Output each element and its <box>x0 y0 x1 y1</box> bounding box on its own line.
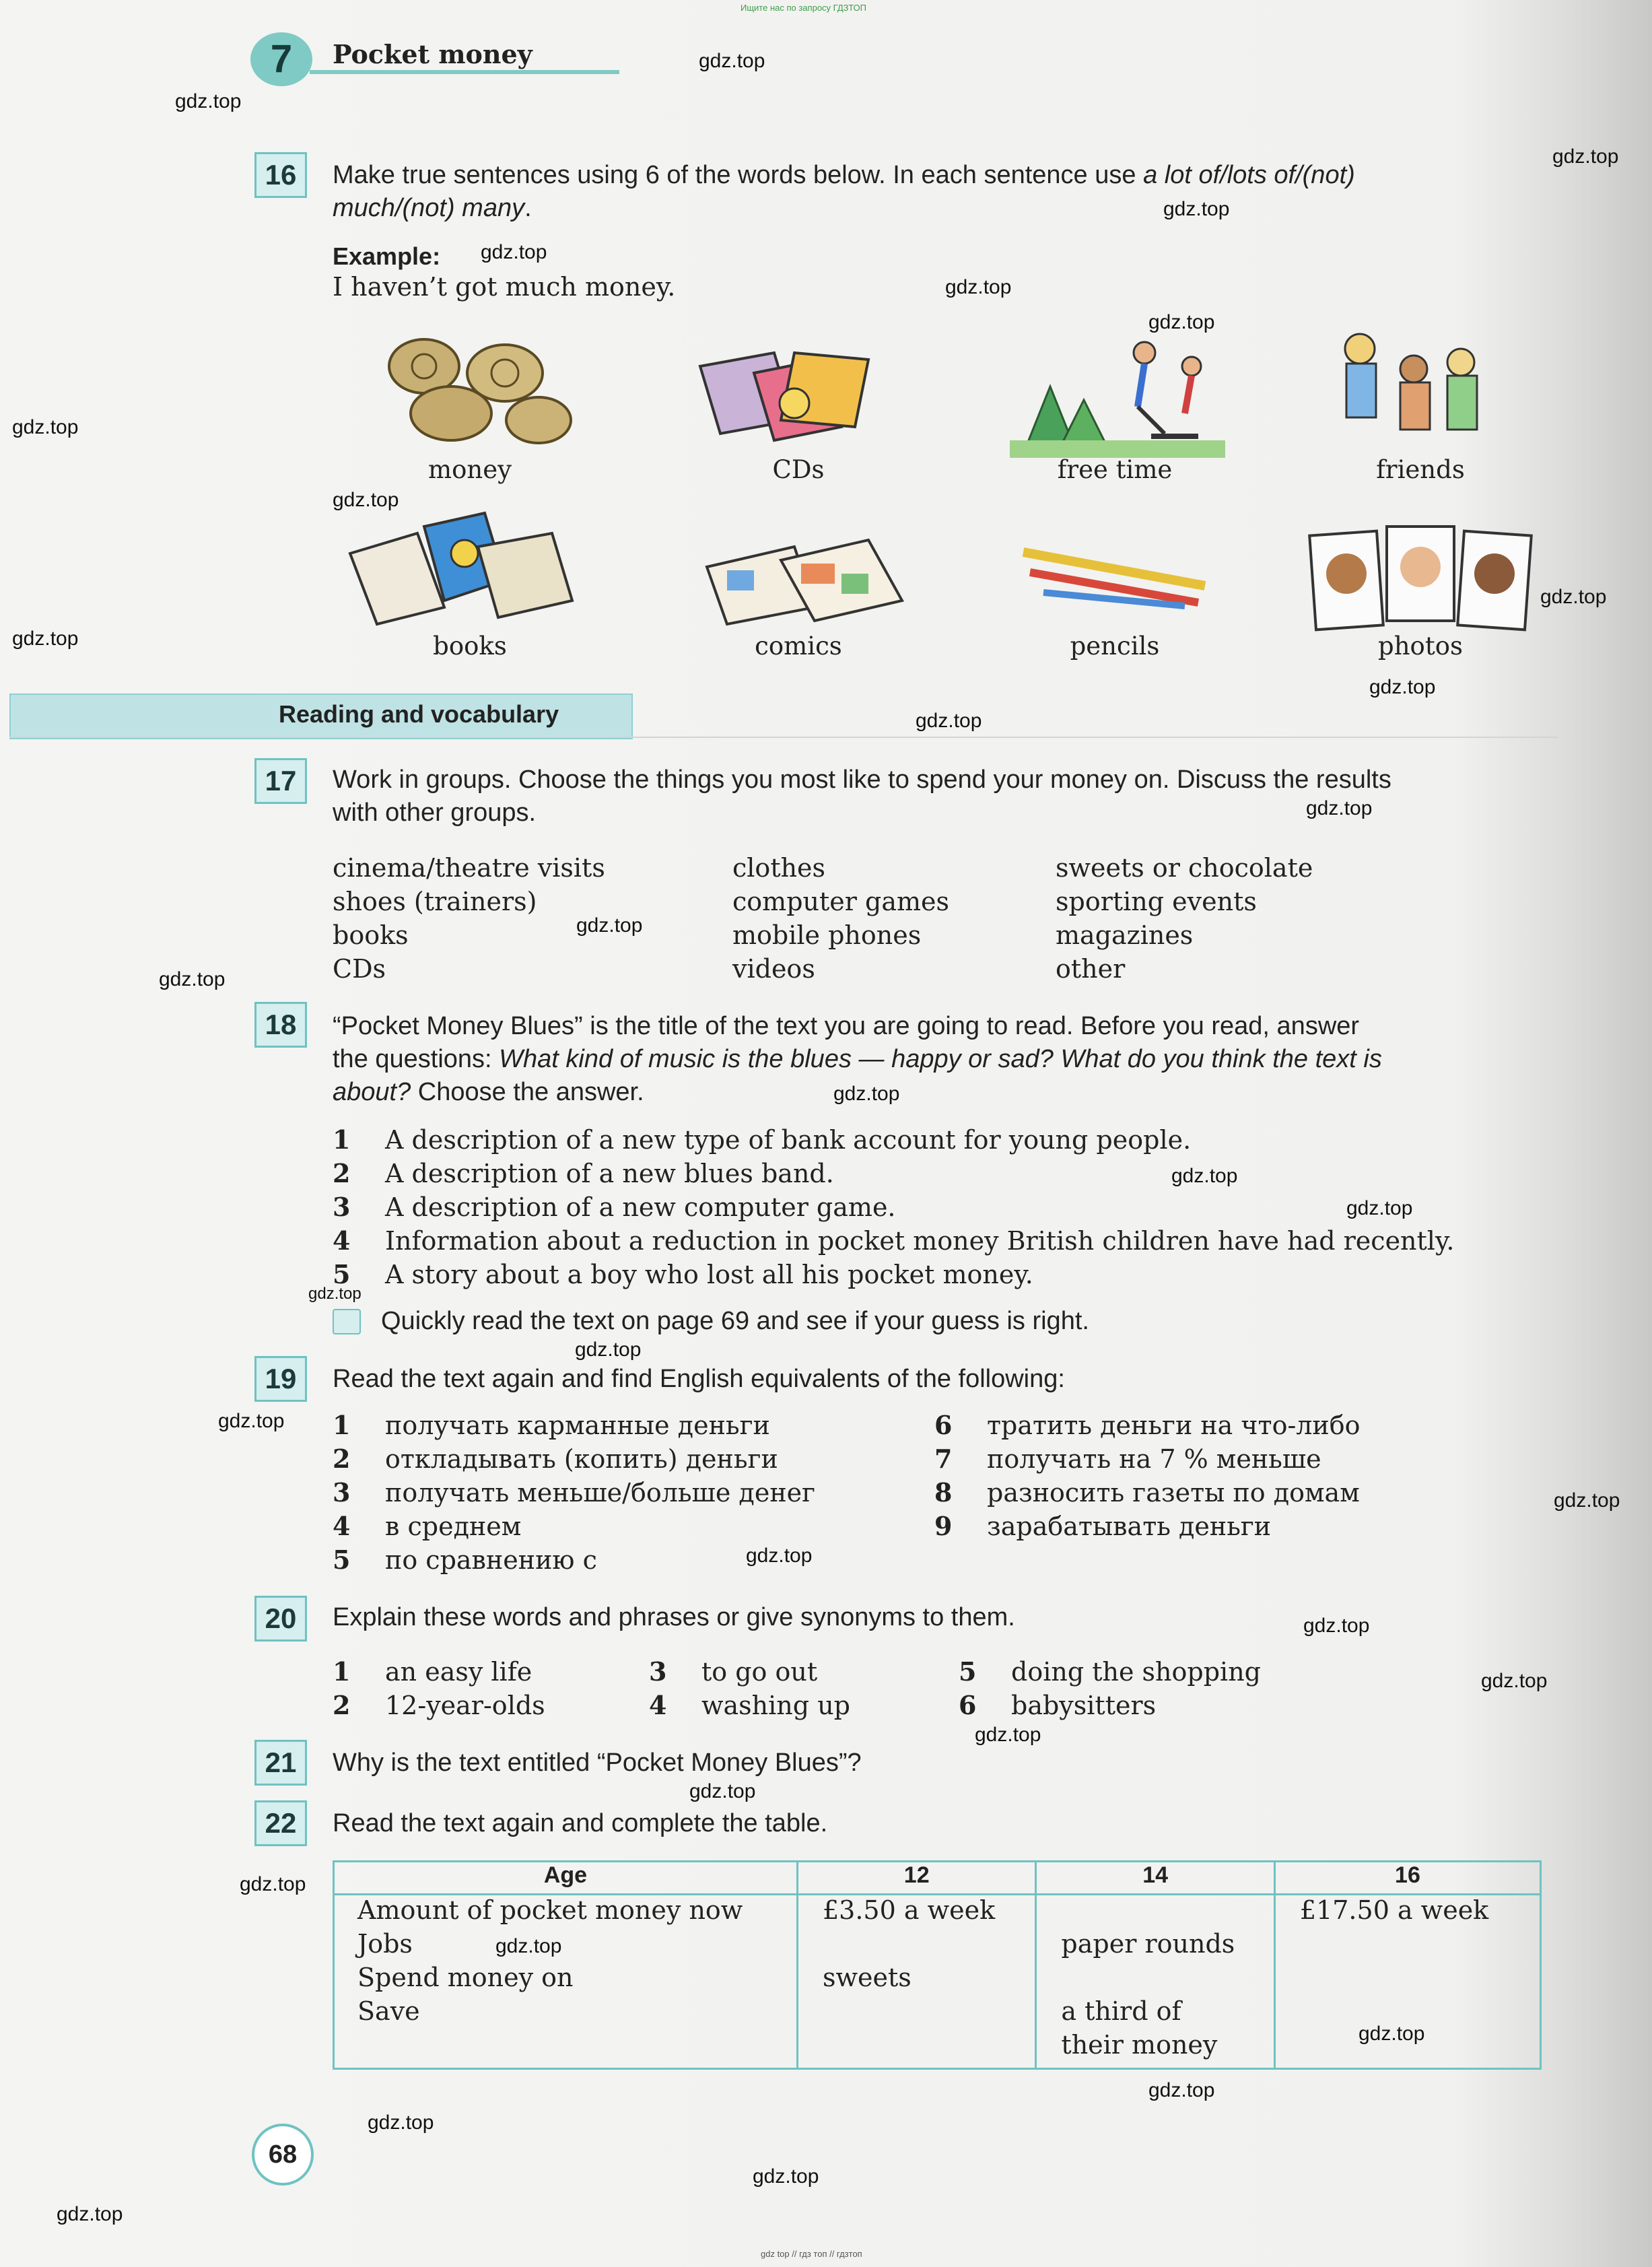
watermark: gdz.top <box>12 416 79 438</box>
item-text: зарабатывать деньги <box>987 1512 1272 1541</box>
word-photos: photos <box>1378 632 1463 661</box>
option-number: 2 <box>333 1158 351 1188</box>
item-text: to go out <box>701 1657 818 1687</box>
option-text: A description of a new computer game. <box>385 1192 896 1222</box>
watermark: gdz.top <box>308 1285 362 1303</box>
table-cell <box>1274 1963 1540 1996</box>
ex19-instruction: Read the text again and find English equivalents of the following: <box>333 1365 1065 1393</box>
item-text: в среднем <box>385 1512 522 1541</box>
table-cell: a third of <box>1036 1996 1274 2030</box>
ex20-column-2 <box>649 1655 850 1722</box>
ex17-item: clothes <box>732 853 826 883</box>
ex22-instruction: Read the text again and complete the table. <box>333 1809 828 1837</box>
ex17-item: cinema/theatre visits <box>333 853 605 883</box>
list-item <box>333 1190 1454 1224</box>
list-item <box>649 1689 850 1722</box>
item-text: тратить деньги на что-либо <box>987 1411 1361 1440</box>
exercise-19-number: 19 <box>254 1356 307 1402</box>
word-comics: comics <box>755 632 842 661</box>
ex17-item: videos <box>732 954 815 984</box>
ex19-left-column <box>333 1409 815 1577</box>
list-item <box>333 1157 1454 1190</box>
coins-illustration <box>377 333 579 454</box>
exercise-18-instruction <box>333 1010 1544 1109</box>
item-number: 2 <box>333 1444 351 1474</box>
option-number: 5 <box>333 1259 351 1289</box>
list-item <box>333 1476 815 1510</box>
ex18-line-3-italic: about? <box>333 1078 411 1106</box>
item-number: 4 <box>649 1690 667 1720</box>
word-money: money <box>428 455 512 484</box>
item-text: разносить газеты по домам <box>987 1478 1360 1508</box>
ex20-column-1 <box>333 1655 545 1722</box>
ex17-instr-line-2: with other groups. <box>333 799 537 827</box>
list-item <box>934 1510 1361 1543</box>
exercise-22-number: 22 <box>254 1800 307 1846</box>
watermark: gdz.top <box>1171 1165 1238 1187</box>
table-cell <box>334 2030 798 2069</box>
exercise-21-number: 21 <box>254 1740 307 1786</box>
ex17-item: CDs <box>333 954 386 984</box>
watermark: gdz.top <box>333 489 399 511</box>
list-item <box>934 1476 1361 1510</box>
list-item <box>333 1689 545 1722</box>
ex17-item: magazines <box>1056 920 1194 950</box>
item-number: 4 <box>333 1511 351 1541</box>
page-number: 68 <box>252 2124 314 2186</box>
item-number: 9 <box>934 1511 953 1541</box>
watermark: gdz.top <box>481 241 547 263</box>
watermark: gdz.top <box>746 1545 813 1567</box>
option-number: 3 <box>333 1192 351 1222</box>
ex20-column-3 <box>959 1655 1261 1722</box>
item-number: 6 <box>959 1690 977 1720</box>
example-sentence: I haven’t got much money. <box>333 272 676 302</box>
list-item <box>333 1655 545 1689</box>
list-item <box>934 1442 1361 1476</box>
item-number: 3 <box>649 1656 667 1687</box>
books-illustration <box>343 506 586 628</box>
watermark: gdz.top <box>1148 311 1215 333</box>
watermark: gdz.top <box>1554 1489 1620 1512</box>
item-text: babysitters <box>1011 1691 1157 1720</box>
ex17-column-1 <box>333 851 605 986</box>
section-banner-title: Reading and vocabulary <box>279 700 559 728</box>
word-pencils: pencils <box>1070 632 1160 661</box>
table-header-row <box>334 1862 1541 1895</box>
table-cell: Spend money on <box>334 1963 798 1996</box>
watermark: gdz.top <box>175 90 242 112</box>
table-cell <box>797 2030 1035 2069</box>
table-cell <box>1036 1963 1274 1996</box>
ex18-line-3-plain: Choose the answer. <box>411 1078 644 1106</box>
item-text: получать меньше/больше денег <box>385 1478 816 1508</box>
list-item <box>333 1123 1454 1157</box>
option-text: Information about a reduction in pocket money British children have had recently. <box>385 1226 1455 1256</box>
item-number: 1 <box>333 1410 351 1440</box>
option-text: A description of a new blues band. <box>385 1159 834 1188</box>
list-item <box>333 1442 815 1476</box>
ex21-instruction: Why is the text entitled “Pocket Money Blues”? <box>333 1749 862 1777</box>
bottom-note: gdz top // гдз топ // гдзтоп <box>761 2249 862 2259</box>
item-text: 12-year-olds <box>385 1691 545 1720</box>
watermark: gdz.top <box>699 50 765 72</box>
item-number: 1 <box>333 1656 351 1687</box>
watermark: gdz.top <box>1346 1197 1413 1219</box>
exercise-16-instruction <box>333 159 1544 225</box>
table-cell <box>797 1929 1035 1963</box>
watermark: gdz.top <box>833 1083 900 1105</box>
exercise-17-number: 17 <box>254 758 307 804</box>
watermark: gdz.top <box>240 1873 306 1895</box>
ex16-instr-italic-1: a lot of/lots of/(not) <box>1143 161 1355 189</box>
exercise-20-number: 20 <box>254 1596 307 1642</box>
table-cell: Jobs <box>334 1929 798 1963</box>
watermark: gdz.top <box>1306 797 1373 819</box>
item-number: 7 <box>934 1444 953 1474</box>
photos-illustration <box>1306 520 1535 641</box>
watermark: gdz.top <box>159 968 226 990</box>
table-cell <box>797 1996 1035 2030</box>
ex18-line-2-plain: the questions: <box>333 1045 500 1073</box>
ex16-instr-end: . <box>524 194 532 222</box>
table-cell: £3.50 a week <box>797 1895 1035 1930</box>
list-item <box>333 1258 1454 1291</box>
example-label: Example: <box>333 242 441 270</box>
follow-up-marker-icon <box>333 1309 361 1334</box>
ex18-followup: Quickly read the text on page 69 and see if your guess is right. <box>381 1307 1089 1335</box>
ex16-instr-italic-2: much/(not) many <box>333 194 525 222</box>
ex17-item: mobile phones <box>732 920 922 950</box>
table-header: 14 <box>1036 1862 1274 1895</box>
list-item <box>333 1224 1454 1258</box>
ex17-column-3 <box>1056 851 1313 986</box>
ex17-item: books <box>333 920 409 950</box>
unit-number-badge: 7 <box>250 32 312 86</box>
table-cell <box>1036 1895 1274 1930</box>
item-number: 8 <box>934 1477 953 1508</box>
list-item <box>333 1543 815 1577</box>
ex17-item: sweets or chocolate <box>1056 853 1313 883</box>
table-row <box>334 1895 1541 1930</box>
item-number: 3 <box>333 1477 351 1508</box>
watermark: gdz.top <box>576 914 643 937</box>
option-text: A description of a new type of bank account for young people. <box>385 1125 1192 1155</box>
unit-title-underline <box>310 70 619 74</box>
ex17-instr-line-1: Work in groups. Choose the things you most like to spend your money on. Discuss the results <box>333 766 1391 794</box>
item-text: откладывать (копить) деньги <box>385 1444 778 1474</box>
table-cell: £17.50 a week <box>1274 1895 1540 1930</box>
ex19-right-column <box>934 1409 1361 1543</box>
watermark: gdz.top <box>12 628 79 650</box>
section-banner <box>9 693 633 739</box>
table-cell: Save <box>334 1996 798 2030</box>
watermark: gdz.top <box>1163 198 1230 220</box>
item-text: получать карманные деньги <box>385 1411 770 1440</box>
word-friends: friends <box>1376 455 1465 484</box>
ex17-item: shoes (trainers) <box>333 887 537 916</box>
table-cell: Amount of pocket money now <box>334 1895 798 1930</box>
item-number: 6 <box>934 1410 953 1440</box>
list-item <box>333 1409 815 1442</box>
table-cell: their money <box>1036 2030 1274 2069</box>
free-time-illustration <box>1010 326 1225 461</box>
item-number: 2 <box>333 1690 351 1720</box>
item-text: washing up <box>701 1691 850 1720</box>
watermark: gdz.top <box>1369 676 1436 698</box>
comics-illustration <box>700 533 916 628</box>
table-row <box>334 1963 1541 1996</box>
item-text: по сравнению с <box>385 1545 597 1575</box>
option-number: 1 <box>333 1124 351 1155</box>
option-text: A story about a boy who lost all his pocket money. <box>385 1260 1033 1289</box>
table-header: Age <box>334 1862 798 1895</box>
pencils-illustration <box>1017 539 1218 613</box>
watermark: gdz.top <box>975 1724 1041 1746</box>
list-item <box>959 1655 1261 1689</box>
list-item <box>333 1510 815 1543</box>
section-divider <box>9 737 1558 738</box>
list-item <box>934 1409 1361 1442</box>
exercise-16-number: 16 <box>254 152 307 198</box>
item-text: получать на 7 % меньше <box>987 1444 1321 1474</box>
table-cell: sweets <box>797 1963 1035 1996</box>
watermark: gdz.top <box>1303 1615 1370 1637</box>
table-cell <box>1274 1929 1540 1963</box>
word-free-time: free time <box>1057 455 1173 484</box>
list-item <box>959 1689 1261 1722</box>
watermark: gdz.top <box>945 276 1012 298</box>
table-header: 16 <box>1274 1862 1540 1895</box>
watermark: gdz.top <box>753 2165 819 2188</box>
watermark: gdz.top <box>1540 586 1607 608</box>
watermark: gdz.top <box>57 2203 123 2225</box>
ex16-instr-lead: Make true sentences using 6 of the words below. In each sentence use <box>333 161 1144 189</box>
list-item <box>649 1655 850 1689</box>
word-books: books <box>433 632 507 661</box>
unit-title: Pocket money <box>333 39 532 69</box>
watermark: gdz.top <box>916 710 982 732</box>
watermark: gdz.top <box>1148 2079 1215 2101</box>
ex18-line-2-italic: What kind of music is the blues — happy or sad? What do you think the text is <box>499 1045 1382 1073</box>
watermark: gdz.top <box>218 1410 285 1432</box>
watermark: gdz.top <box>689 1780 756 1802</box>
option-number: 4 <box>333 1225 351 1256</box>
friends-illustration <box>1326 322 1501 456</box>
ex20-instruction: Explain these words and phrases or give synonyms to them. <box>333 1603 1015 1631</box>
watermark: gdz.top <box>1358 2023 1425 2045</box>
ex18-line-1: “Pocket Money Blues” is the title of the text you are going to read. Before you read, answer <box>333 1012 1360 1040</box>
watermark: gdz.top <box>1481 1670 1548 1692</box>
watermark: gdz.top <box>495 1935 562 1957</box>
word-cds: CDs <box>772 455 825 484</box>
item-text: an easy life <box>385 1657 532 1687</box>
watermark: gdz.top <box>1552 145 1619 168</box>
item-number: 5 <box>333 1545 351 1575</box>
ex17-item: other <box>1056 954 1126 984</box>
table-header: 12 <box>797 1862 1035 1895</box>
item-number: 5 <box>959 1656 977 1687</box>
ex17-column-2 <box>732 851 949 986</box>
top-note: Ищите нас по запросу ГДЗТОП <box>741 3 867 13</box>
watermark: gdz.top <box>575 1339 642 1361</box>
watermark: gdz.top <box>368 2111 434 2134</box>
cds-illustration <box>680 339 882 447</box>
ex18-options <box>333 1123 1454 1291</box>
item-text: doing the shopping <box>1011 1657 1262 1687</box>
exercise-18-number: 18 <box>254 1002 307 1048</box>
table-cell: paper rounds <box>1036 1929 1274 1963</box>
ex17-item: computer games <box>732 887 949 916</box>
ex17-item: sporting events <box>1056 887 1257 916</box>
